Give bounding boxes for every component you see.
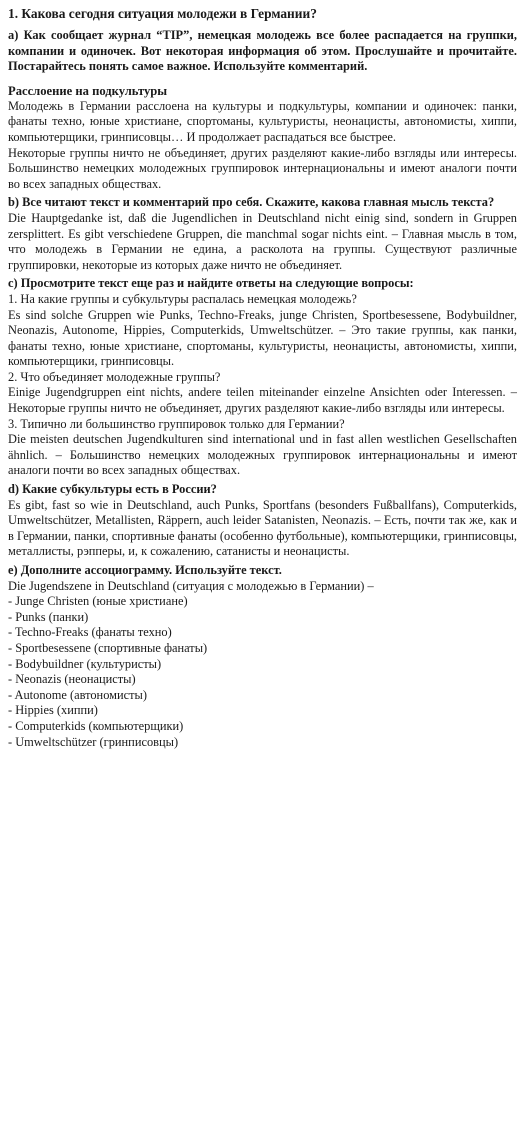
list-item: - Punks (панки) xyxy=(8,609,89,624)
list-item: - Sportbesessene (спортивные фанаты) xyxy=(8,640,208,655)
list-item: - Hippies (хиппи) xyxy=(8,703,98,718)
section-heading: Расслоение на подкультуры xyxy=(8,83,168,98)
list-item: - Junge Christen (юные христиане) xyxy=(8,594,188,609)
task-a-instruction: a) Как сообщает журнал “TIP”, немецкая молодежь все более распадается на группки, компании и одиночек. Вот некоторая информация об этом. Прослушайте и прочитайте. Постарайтесь понять самое важное. Используйте комментарий. xyxy=(8,28,517,74)
question-1: 1. На какие группы и субкультуры распалась немецкая молодежь? xyxy=(8,291,357,306)
task-b-answer: Die Hauptgedanke ist, daß die Jugendlichen in Deutschland nicht einig sind, sondern in Gruppen zersplittert. Es gibt verschiedene Gruppen, die manchmal sogar nichts eint. – Главная мысль в том, что молодежь в Германии не едина, а расколота на группы. Существуют различные группировки, некоторые из которых даже ничто не объединяет. xyxy=(8,210,517,272)
associogram-list xyxy=(8,594,517,750)
task-d-instruction: d) Какие субкультуры есть в России? xyxy=(8,482,217,497)
exercise-title: 1. Какова сегодня ситуация молодежи в Германии? xyxy=(8,6,317,21)
answer-2: Einige Jugendgruppen eint nichts, andere teilen miteinander einzelne Ansichten oder Interessen. – Некоторые группы ничто не объединяет, других разделяют какие-либо взгляды или интересы. xyxy=(8,385,517,416)
list-item: - Bodybuildner (культуристы) xyxy=(8,656,162,671)
task-e-intro: Die Jugendszene in Deutschland (ситуация с молодежью в Германии) – xyxy=(8,578,374,593)
list-item: - Techno-Freaks (фанаты техно) xyxy=(8,625,172,640)
task-b-instruction: b) Все читают текст и комментарий про себя. Скажите, какова главная мысль текста? xyxy=(8,195,495,210)
question-3: 3. Типично ли большинство группировок только для Германии? xyxy=(8,416,345,431)
list-item: - Umweltschützer (гринписовцы) xyxy=(8,734,179,749)
list-item: - Computerkids (компьютерщики) xyxy=(8,718,184,733)
text-paragraph-2: Некоторые группы ничто не объединяет, других разделяют какие-либо взгляды или интересы. Большинство немецких молодежных группировок интернациональны и имеют аналоги почти во всех западных обществах. xyxy=(8,145,517,191)
answer-1: Es sind solche Gruppen wie Punks, Techno-Freaks, junge Christen, Sportbesessene, Bodybuildner, Neonazis, Autonome, Hippies, Computerkids, Umweltschützer. – Это такие группы, как панки, фанаты техно, юные христиане, спортоманы, культуристы, неонацисты, автономисты, хиппи, компьютерщики, гринписовцы. xyxy=(8,307,517,369)
answer-3: Die meisten deutschen Jugendkulturen sind international und in fast allen westlichen Gesellschaften ähnlich. – Большинство немецких молодежных группировок интернациональны и имеют аналоги почти во всех западных обществах. xyxy=(8,432,517,478)
task-c-instruction: c) Просмотрите текст еще раз и найдите ответы на следующие вопросы: xyxy=(8,276,414,291)
text-paragraph-1: Молодежь в Германии расслоена на культуры и подкультуры, компании и одиночек: панки, фанаты техно, юные христиане, спортоманы, культуристы, неонацисты, автономисты, хиппи, компьютерщики, гринписовцы… И продолжает распадаться все быстрее. xyxy=(8,98,517,144)
task-e-instruction: e) Дополните ассоциограмму. Используйте текст. xyxy=(8,563,282,577)
question-2: 2. Что объединяет молодежные группы? xyxy=(8,369,221,384)
list-item: - Autonome (автономисты) xyxy=(8,687,147,702)
task-d-answer: Es gibt, fast so wie in Deutschland, auch Punks, Sportfans (besonders Fußballfans), Computerkids, Umweltschützer, Metallisten, Räppern, auch leider Satanisten, Neonazis. – Есть, почти так же, как и в Германии, панки, спортивные фанаты (особенно футбольные), компьютерщики, гринписовцы, металлисты, рэпперы, и, к сожалению, сатанисты и неонацисты. xyxy=(8,497,517,559)
list-item: - Neonazis (неонацисты) xyxy=(8,672,136,687)
